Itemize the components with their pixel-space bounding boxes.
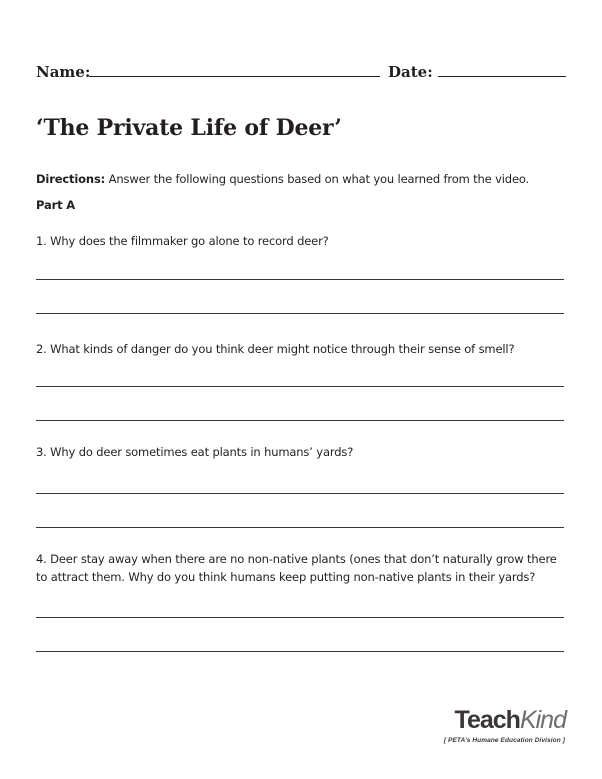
answer-line-4b[interactable] xyxy=(36,651,564,652)
logo-subtitle: [ PETA’s Humane Education Division ] xyxy=(443,737,565,744)
teachkind-logo xyxy=(455,706,566,734)
answer-line-3a[interactable] xyxy=(36,493,564,494)
part-label: Part A xyxy=(36,198,76,212)
name-field-line[interactable] xyxy=(89,76,380,77)
question-1: 1. Why does the filmmaker go alone to record deer? xyxy=(36,234,329,248)
answer-line-2a[interactable] xyxy=(36,386,564,387)
answer-line-2b[interactable] xyxy=(36,420,564,421)
logo-teach: Teach xyxy=(454,706,520,734)
directions xyxy=(36,171,529,187)
date-field-line[interactable] xyxy=(438,76,566,77)
answer-line-4a[interactable] xyxy=(36,617,564,618)
logo-kind: Kind xyxy=(519,706,566,734)
question-3: 3. Why do deer sometimes eat plants in humans’ yards? xyxy=(36,445,354,459)
worksheet-title: ‘The Private Life of Deer’ xyxy=(36,115,342,141)
name-label: Name: xyxy=(36,63,91,81)
date-label: Date: xyxy=(388,63,433,81)
directions-label: Directions: xyxy=(36,172,106,186)
question-4-line-1: 4. Deer stay away when there are no non-native plants (ones that don’t naturally grow there xyxy=(36,552,557,566)
question-2: 2. What kinds of danger do you think deer might notice through their sense of smell? xyxy=(36,342,515,356)
directions-text: Answer the following questions based on what you learned from the video. xyxy=(108,172,530,186)
question-4-line-2: to attract them. Why do you think humans keep putting non-native plants in their yards? xyxy=(36,570,536,584)
answer-line-1a[interactable] xyxy=(36,279,564,280)
answer-line-1b[interactable] xyxy=(36,313,564,314)
answer-line-3b[interactable] xyxy=(36,527,564,528)
